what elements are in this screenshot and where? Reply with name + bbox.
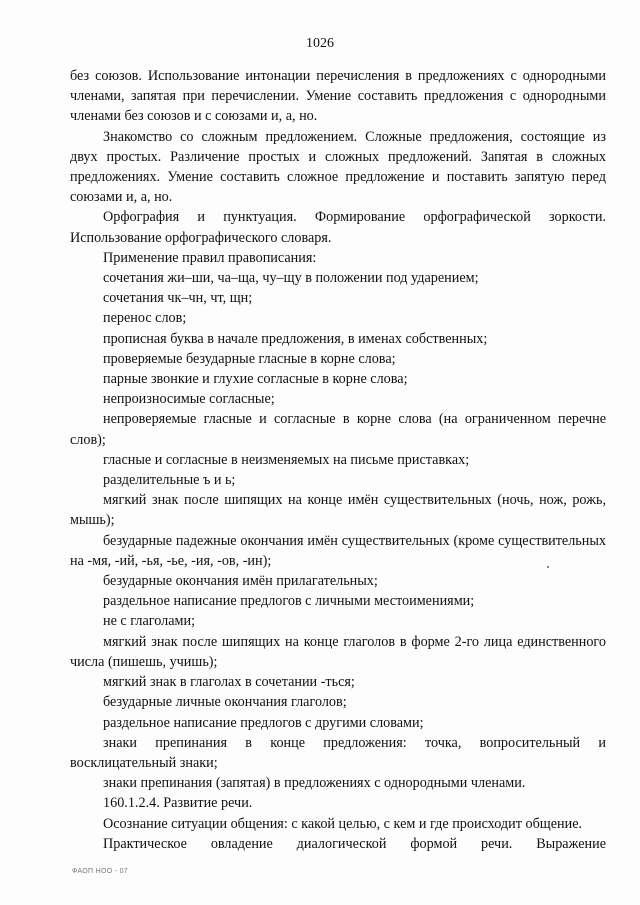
rule-item: мягкий знак в глаголах в сочетании -ться; xyxy=(103,674,355,691)
rule-item: непроверяемые гласные и согласные в корне слова (на ограниченном перечне слов); xyxy=(70,411,606,448)
paragraph-orthography: Орфография и пунктуация. Формирование орфографической зоркости. Использование орфографического словаря. xyxy=(70,209,606,246)
rules-heading: Применение правил правописания: xyxy=(103,249,317,266)
rule-item: раздельное написание предлогов с другими словами; xyxy=(103,714,424,731)
section-heading-speech: 160.1.2.4. Развитие речи. xyxy=(103,795,253,812)
rule-item: прописная буква в начале предложения, в именах собственных; xyxy=(103,330,488,347)
rule-item: разделительные ъ и ь; xyxy=(103,472,236,489)
scan-speck xyxy=(547,566,549,568)
rule-item: перенос слов; xyxy=(103,310,187,327)
rule-item: проверяемые безударные гласные в корне слова; xyxy=(103,350,396,367)
rule-item: знаки препинания в конце предложения: точка, вопросительный и восклицательный знаки; xyxy=(70,734,606,771)
rule-item: парные звонкие и глухие согласные в корне слова; xyxy=(103,371,408,388)
rule-item: сочетания жи–ши, ча–ща, чу–щу в положении под ударением; xyxy=(103,270,479,287)
footer-code: ФАОП НОО - 07 xyxy=(72,868,128,875)
paragraph-complex-sentence: Знакомство со сложным предложением. Сложные предложения, состоящие из двух простых. Различение простых и сложных предложений. Запятая в сложных предложениях. Умение составить сложное предложение и поставить запятую перед союзами и, а, но. xyxy=(70,128,606,206)
paragraph-continuation: без союзов. Использование интонации перечисления в предложениях с однородными членами, запятая при перечислении. Умение составить предложения с однородными членами без союзов и с союзами и, а, но. xyxy=(70,68,606,125)
rule-item: мягкий знак после шипящих на конце имён существительных (ночь, нож, рожь, мышь); xyxy=(70,492,606,529)
rule-item: гласные и согласные в неизменяемых на письме приставках; xyxy=(103,451,470,468)
paragraph-dialogue: Практическое овладение диалогической формой речи. Выражение xyxy=(103,835,606,852)
rule-item: непроизносимые согласные; xyxy=(103,391,275,408)
rule-item: знаки препинания (запятая) в предложениях с однородными членами. xyxy=(103,775,526,792)
rule-item: безударные окончания имён прилагательных; xyxy=(103,573,378,590)
rule-item: безударные падежные окончания имён существительных (кроме существительных на -мя, -ий, -ья, -ье, -ия, -ов, -ин); xyxy=(70,532,606,569)
rule-item: не с глаголами; xyxy=(103,613,196,630)
page-body xyxy=(70,66,606,854)
rule-item: безударные личные окончания глаголов; xyxy=(103,694,347,711)
rule-item: раздельное написание предлогов с личными местоимениями; xyxy=(103,593,475,610)
rule-item: мягкий знак после шипящих на конце глаголов в форме 2-го лица единственного числа (пишешь, учишь); xyxy=(70,633,606,670)
paragraph-communication: Осознание ситуации общения: с какой целью, с кем и где происходит общение. xyxy=(103,815,583,832)
page-number: 1026 xyxy=(306,36,334,51)
rule-item: сочетания чк–чн, чт, щн; xyxy=(103,290,253,307)
